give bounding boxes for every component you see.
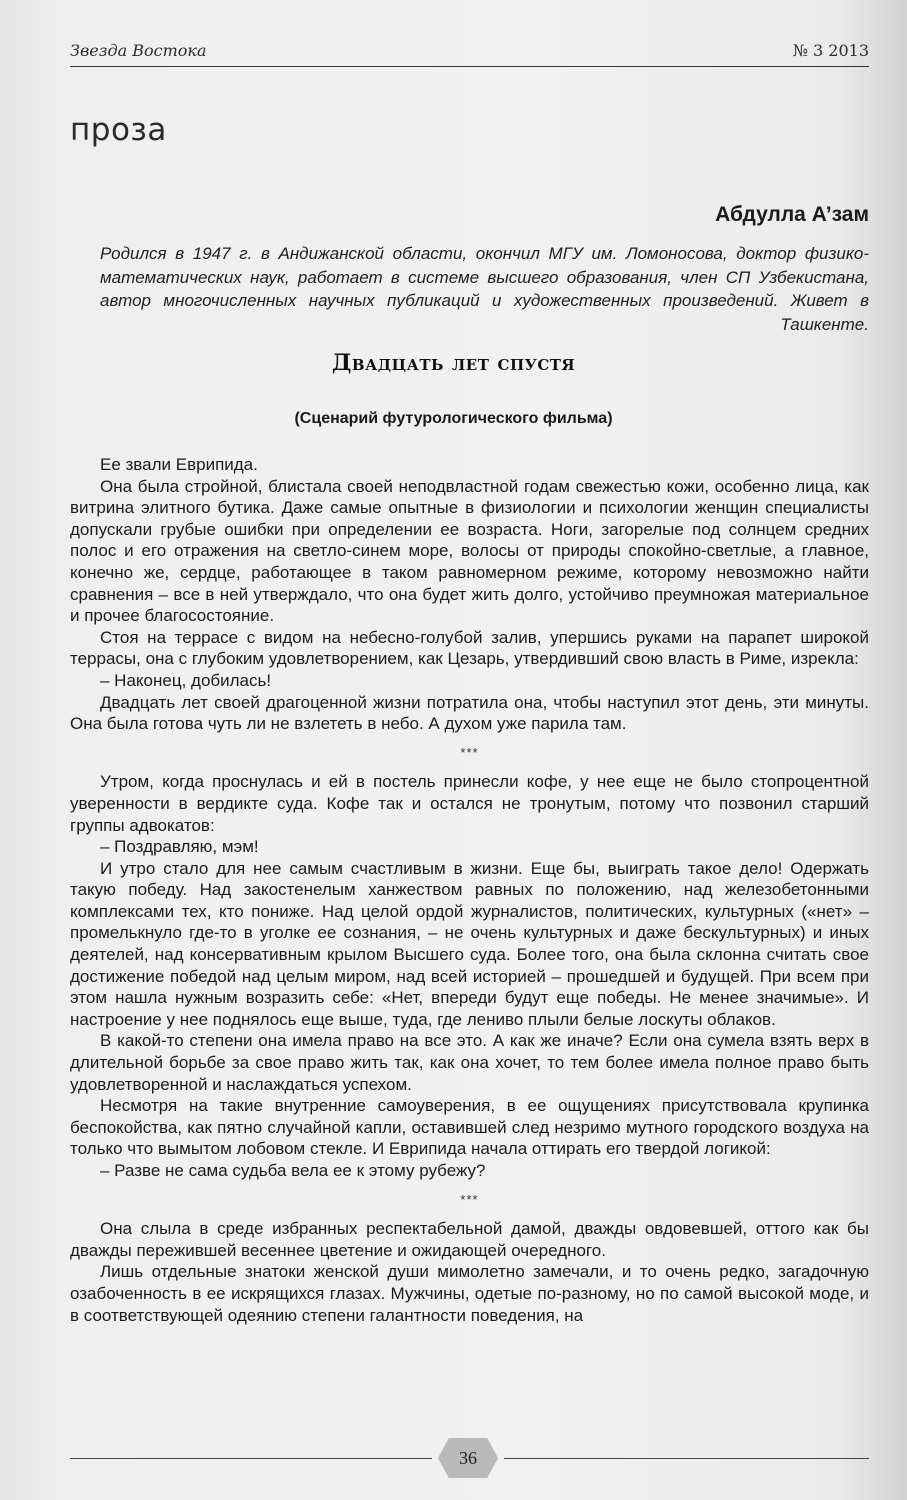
journal-name: Звезда Востока — [70, 41, 207, 60]
paragraph: Ее звали Еврипида. — [100, 455, 258, 474]
section-separator: *** — [460, 1191, 479, 1207]
paragraph: Несмотря на такие внутренние самоуверения, в ее ощущениях присутствовала крупинка беспокойства, как пятно случайной капли, оставившей след незримо мутного городского воздуха на только что вымытом лобовом стекле. И Еврипида начала оттирать его твердой логикой: — [70, 1096, 869, 1159]
author-bio: Родился в 1947 г. в Андижанской области, окончил МГУ им. Ломоносова, доктор физико-математических наук, работает в системе высшего образования, член СП Узбекистана, автор многочисленных научных публикаций и художественных произведений. Живет в Ташкенте. — [100, 244, 869, 334]
paragraph: Она слыла в среде избранных респектабельной дамой, дважды овдовевшей, оттого как бы дважды пережившей весеннее цветение и ожидающей очередного. — [70, 1219, 869, 1260]
section-separator: *** — [460, 744, 479, 760]
paragraph: Лишь отдельные знатоки женской души мимолетно замечали, и то очень редко, загадочную озабоченность в ее искрящихся глазах. Мужчины, одетые по-разному, но по самой высокой моде, и в соответствующей одеянию степени галантности поведения, на — [70, 1262, 869, 1325]
author-name: Абдулла А’зам — [715, 203, 869, 226]
paragraph: Утром, когда проснулась и ей в постель принесли кофе, у нее еще не было стопроцентной уверенности в вердикте суда. Кофе так и остался не тронутым, потому что позвонил старший группы адвокатов: — [70, 772, 869, 835]
story-subtitle: (Сценарий футурологического фильма) — [294, 410, 613, 427]
paragraph: – Наконец, добилась! — [100, 670, 272, 690]
paragraph: Она была стройной, блистала своей неподвластной годам свежестью кожи, особенно лица, как витрина элитного бутика. Даже самые опытные в физиологии и психологии женщин специалисты допускали грубые ошибки при определении ее возраста. Ноги, загорелые под солнцем средних полос и его отражения на светло-синем море, волосы от природы спокойно-светлые, а главное, конечно же, сердце, работающее в таком равномерном режиме, которому невозможно найти сравнения – все в ней утверждало, что она будет жить долго, устойчиво преумножая материальное и прочее благосостояние. — [70, 476, 869, 626]
paragraph: – Разве не сама судьба вела ее к этому рубежу? — [100, 1161, 486, 1180]
footer-rule-left — [70, 1458, 432, 1459]
story-title: Двадцать лет спустя — [331, 350, 576, 376]
running-header — [70, 38, 869, 67]
footer-rule-right — [504, 1458, 869, 1459]
paragraph: Двадцать лет своей драгоценной жизни потратила она, чтобы наступил этот день, эти минуты. Она была готова чуть ли не взлететь в небо. А духом уже парила там. — [70, 692, 869, 734]
section-heading: проза — [70, 112, 167, 148]
paragraph: В какой-то степени она имела право на все это. А как же иначе? Если она сумела взять верх в длительной борьбе за свое право жить так, как она хочет, то тем более имела полное право быть удовлетворенной и наслаждаться успехом. — [70, 1031, 869, 1094]
page-number-badge — [438, 1438, 498, 1478]
paragraph: Стоя на террасе с видом на небесно-голубой залив, упершись руками на парапет широкой террасы, она с глубоким удовлетворением, как Цезарь, утвердивший свою власть в Риме, изрекла: — [70, 627, 869, 669]
story-body — [70, 454, 869, 1326]
paragraph: – Поздравляю, мэм! — [100, 837, 259, 857]
paragraph: И утро стало для нее самым счастливым в жизни. Еще бы, выиграть такое дело! Одержать такую победу. Над закостенелым ханжеством равных по положению, над железобетонными комплексами тех, кто пониже. Над целой ордой журналистов, политических, культурных («нет» – промелькнуло где-то в уголке ее сознания, – не очень культурных и даже бескультурных) и иных деятелей, над консервативным крылом Высшего суда. Более того, она была склонна считать свое достижение победой над целым миром, над всей историей – прошедшей и будущей. При всем при этом нашла нужным возразить себе: «Нет, впереди будут еще победы. Не менее значимые». И настроение у нее поднялось еще выше, туда, где лениво плыли белые лоскуты облаков. — [70, 858, 869, 1029]
page-number: 36 — [459, 1448, 477, 1468]
issue-number: № 3 2013 — [792, 41, 869, 60]
